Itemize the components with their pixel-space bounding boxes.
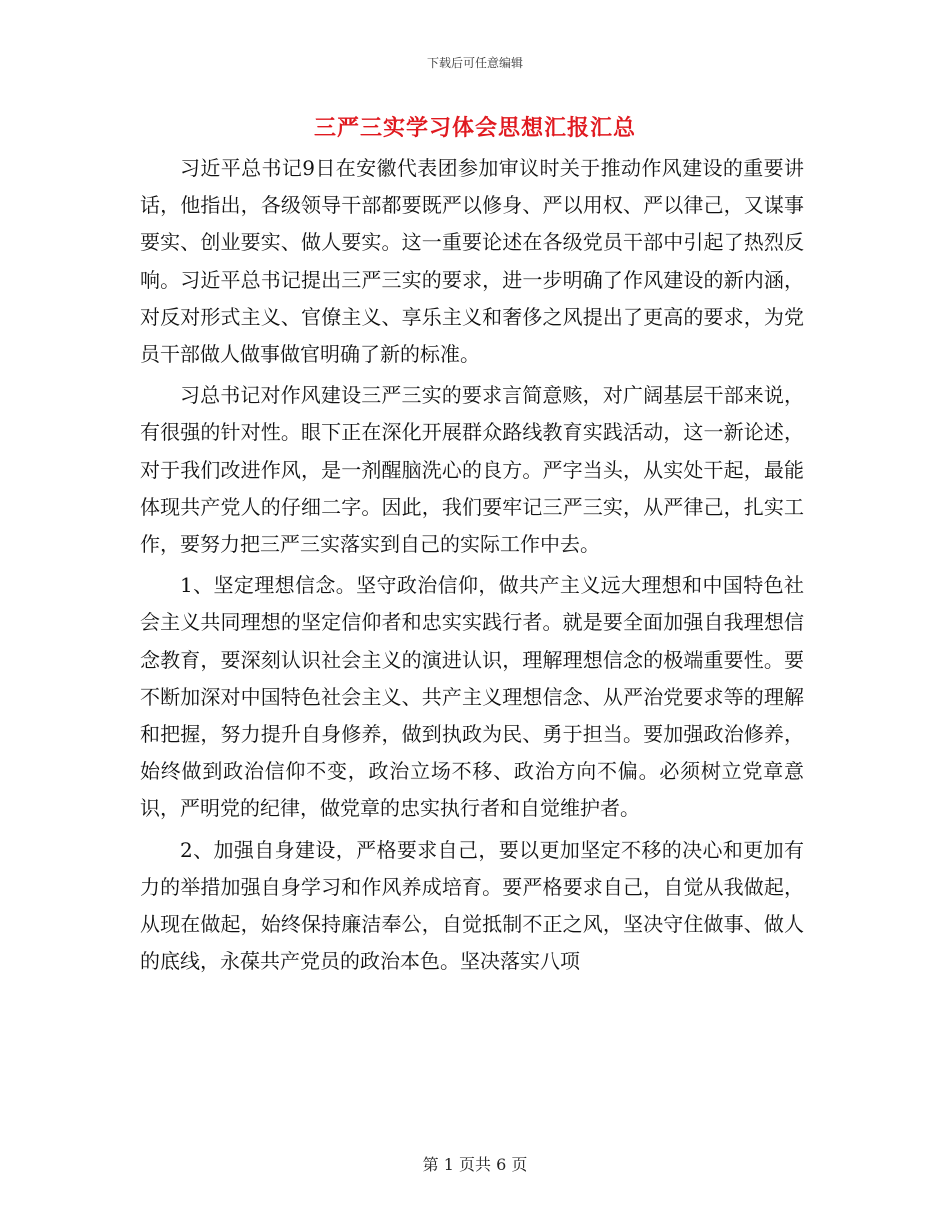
paragraph: 2、加强自身建设，严格要求自己，要以更加坚定不移的决心和更加有力的举措加强自身学习和作风养成培育。要严格要求自己，自觉从我做起，从现在做起，始终保持廉洁奉公，自觉抵制不正之风，坚决守住做事、做人的底线，永葆共产党员的政治本色。坚决落实八项 — [140, 837, 804, 974]
paragraph: 1、坚定理想信念。坚守政治信仰，做共产主义远大理想和中国特色社会主义共同理想的坚定信仰者和忠实实践行者。就是要全面加强自我理想信念教育，要深刻认识社会主义的演进认识，理解理想信念的极端重要性。要不断加深对中国特色社会主义、共产主义理想信念、从严治党要求等的理解和把握，努力提升自身修养，做到执政为民、勇于担当。要加强政治修养，始终做到政治信仰不变，政治立场不移、政治方向不偏。必须树立党章意识，严明党的纪律，做党章的忠实执行者和自觉维护者。 — [140, 573, 804, 821]
paragraph: 习总书记对作风建设三严三实的要求言简意赅，对广阔基层干部来说，有很强的针对性。眼下正在深化开展群众路线教育实践活动，这一新论述，对于我们改进作风，是一剂醒脑洗心的良方。严字当头，从实处干起，最能体现共产党人的仔细二字。因此，我们要牢记三严三实，从严律己，扎实工作，要努力把三严三实落实到自己的实际工作中去。 — [140, 383, 804, 557]
page-header-note: 下载后可任意编辑 — [426, 56, 523, 70]
document-title: 三严三实学习体会思想汇报汇总 — [313, 115, 636, 141]
page-number: 第 1 页共 6 页 — [422, 1155, 528, 1174]
paragraph: 习近平总书记9日在安徽代表团参加审议时关于推动作风建设的重要讲话，他指出，各级领导干部都要既严以修身、严以用权、严以律己，又谋事要实、创业要实、做人要实。这一重要论述在各级党员干部中引起了热烈反响。习近平总书记提出三严三实的要求，进一步明确了作风建设的新内涵，对反对形式主义、官僚主义、享乐主义和奢侈之风提出了更高的要求，为党员干部做人做事做官明确了新的标准。 — [140, 156, 804, 367]
document-body — [140, 150, 804, 984]
